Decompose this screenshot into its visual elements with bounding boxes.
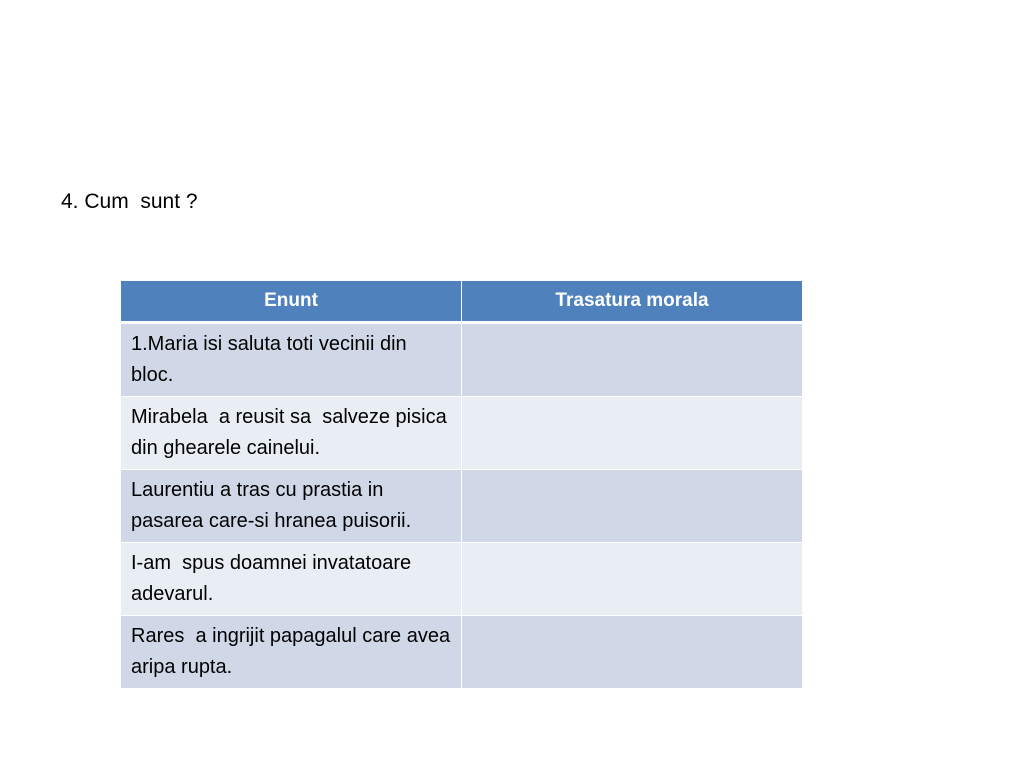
cell-enunt: Mirabela a reusit sa salveze pisica din ghearele cainelui. <box>121 397 462 470</box>
header-trasatura-morala: Trasatura morala <box>462 281 803 323</box>
cell-trasatura[interactable] <box>462 543 803 616</box>
cell-trasatura[interactable] <box>462 397 803 470</box>
slide-title: 4. Cum sunt ? <box>61 190 198 213</box>
cell-trasatura[interactable] <box>462 470 803 543</box>
table-row <box>121 323 803 397</box>
cell-enunt: 1.Maria isi saluta toti vecinii din bloc. <box>121 323 462 397</box>
cell-enunt: Rares a ingrijit papagalul care avea aripa rupta. <box>121 616 462 689</box>
cell-enunt: Laurentiu a tras cu prastia in pasarea care-si hranea puisorii. <box>121 470 462 543</box>
table-header-row <box>121 281 803 323</box>
table-row <box>121 397 803 470</box>
cell-trasatura[interactable] <box>462 616 803 689</box>
header-enunt: Enunt <box>121 281 462 323</box>
cell-trasatura[interactable] <box>462 323 803 397</box>
table-row <box>121 543 803 616</box>
moral-traits-table <box>120 280 803 689</box>
table-row <box>121 470 803 543</box>
cell-enunt: I-am spus doamnei invatatoare adevarul. <box>121 543 462 616</box>
table-row <box>121 616 803 689</box>
